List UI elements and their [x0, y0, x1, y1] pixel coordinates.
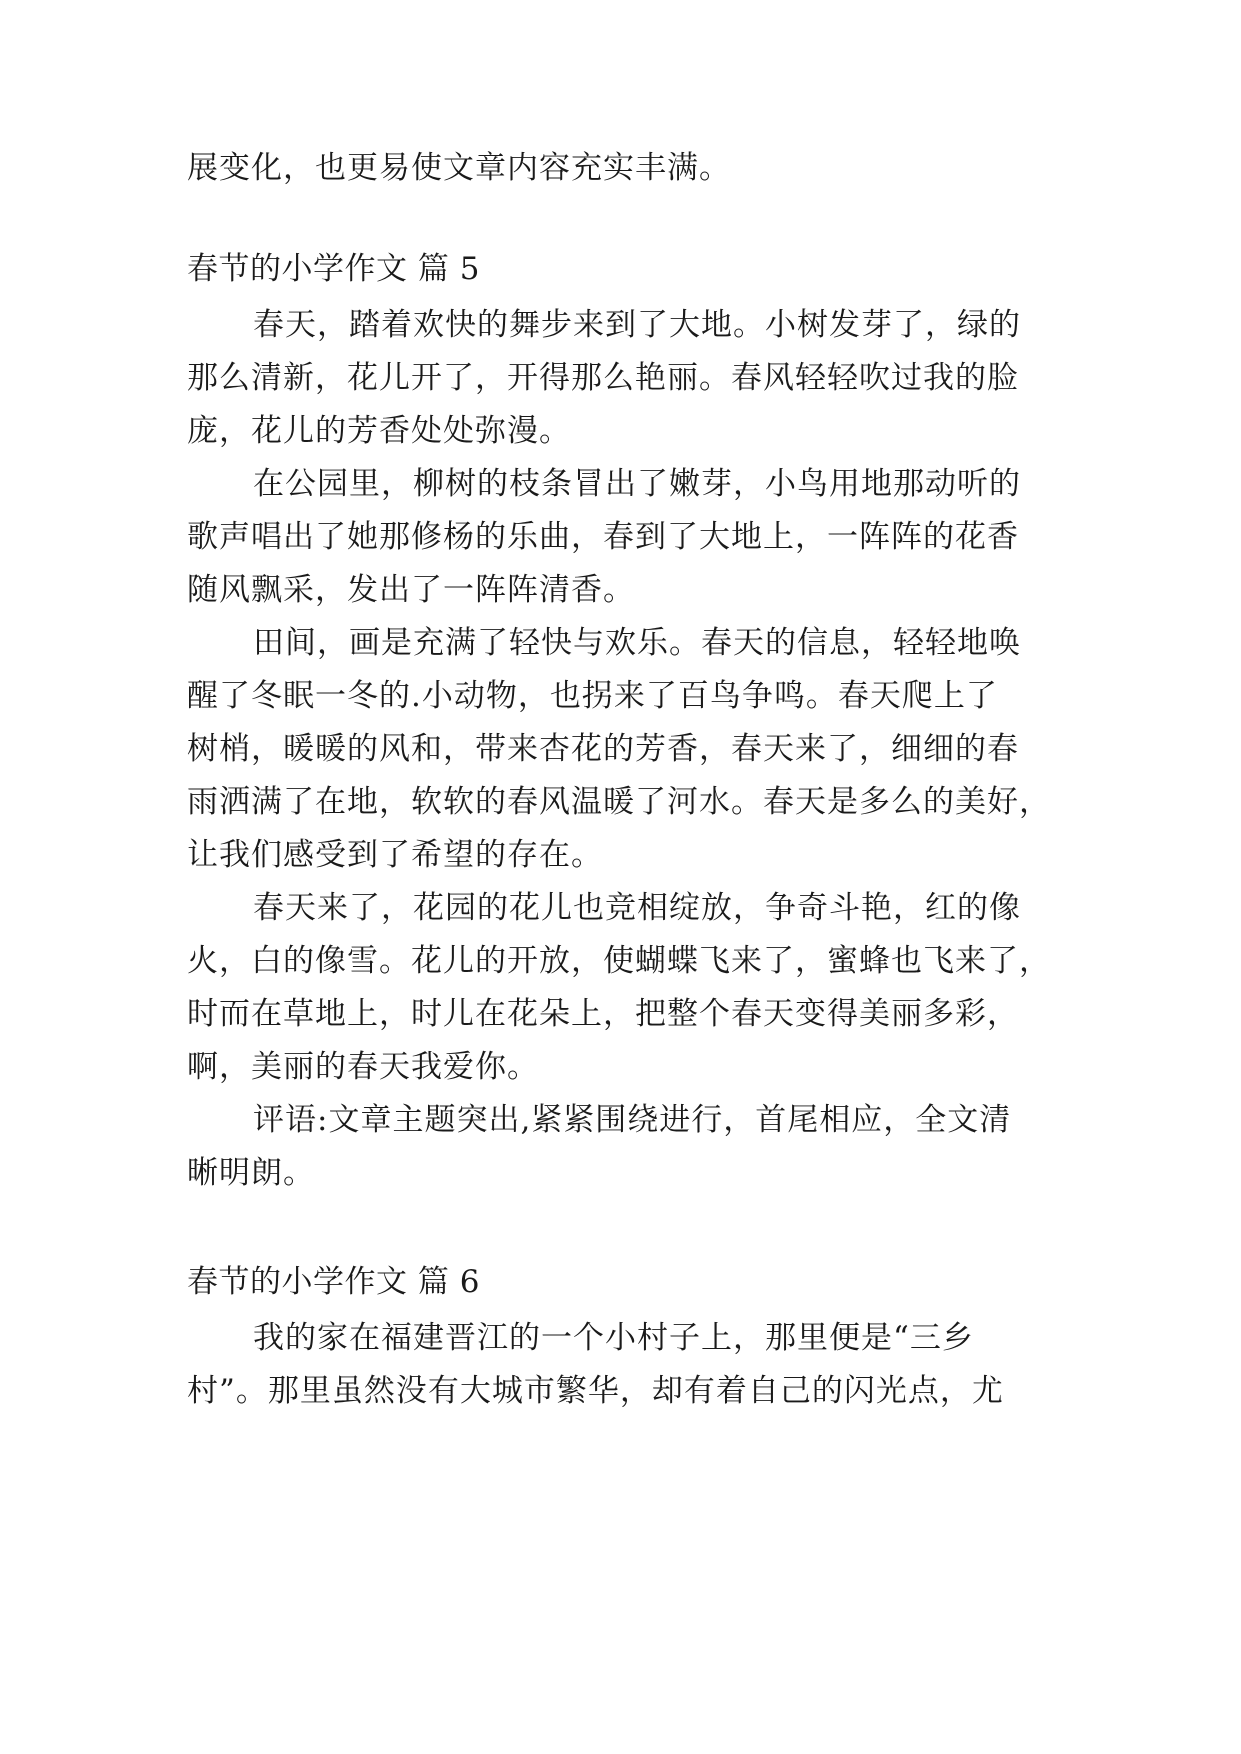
paragraph-line: 随风飘采，发出了一阵阵清香。: [187, 572, 635, 608]
comment-line: 评语:文章主题突出,紧紧围绕进行，首尾相应，全文清: [253, 1102, 1012, 1138]
paragraph-line: 展变化，也更易使文章内容充实丰满。: [187, 150, 731, 186]
paragraph-line: 歌声唱出了她那修杨的乐曲，春到了大地上，一阵阵的花香: [187, 519, 1019, 555]
paragraph-line: 春天，踏着欢快的舞步来到了大地。小树发芽了，绿的: [253, 307, 1021, 343]
paragraph-line: 火，白的像雪。花儿的开放，使蝴蝶飞来了，蜜蜂也飞来了，: [187, 943, 1051, 979]
paragraph-line: 啊，美丽的春天我爱你。: [187, 1049, 539, 1085]
comment-line: 晰明朗。: [187, 1155, 315, 1191]
paragraph-line: 庞，花儿的芳香处处弥漫。: [187, 413, 571, 449]
paragraph-line: 我的家在福建晋江的一个小村子上，那里便是“三乡: [253, 1320, 974, 1356]
paragraph-line: 雨洒满了在地，软软的春风温暖了河水。春天是多么的美好，: [187, 784, 1051, 820]
paragraph-line: 让我们感受到了希望的存在。: [187, 837, 603, 873]
paragraph-line: 春天来了，花园的花儿也竞相绽放，争奇斗艳，红的像: [253, 890, 1021, 926]
paragraph-line: 那么清新，花儿开了，开得那么艳丽。春风轻轻吹过我的脸: [187, 360, 1019, 396]
paragraph-line: 树梢，暖暖的风和，带来杏花的芳香，春天来了，细细的春: [187, 731, 1019, 767]
paragraph-line: 时而在草地上，时儿在花朵上，把整个春天变得美丽多彩，: [187, 996, 1019, 1032]
paragraph-line: 田间，画是充满了轻快与欢乐。春天的信息，轻轻地唤: [253, 625, 1021, 661]
paragraph-line: 村”。那里虽然没有大城市繁华，却有着自己的闪光点，尤: [187, 1373, 1004, 1409]
paragraph-line: 醒了冬眠一冬的.小动物，也拐来了百鸟争鸣。春天爬上了: [187, 678, 998, 714]
section-heading: 春节的小学作文 篇 5: [187, 251, 480, 287]
paragraph-line: 在公园里，柳树的枝条冒出了嫩芽，小鸟用地那动听的: [253, 466, 1021, 502]
section-heading: 春节的小学作文 篇 6: [187, 1264, 480, 1300]
